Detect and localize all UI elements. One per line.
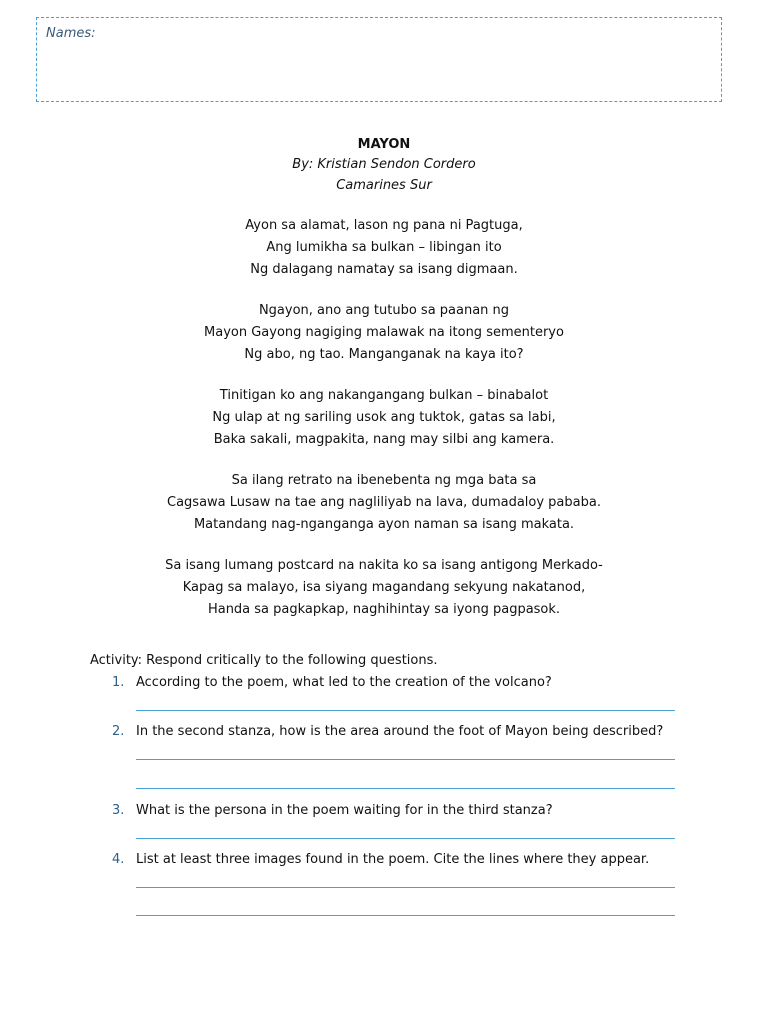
stanza-2 — [0, 300, 768, 366]
poem-title: MAYON — [357, 137, 411, 152]
poem-line: Ng abo, ng tao. Manganganak na kaya ito? — [244, 347, 524, 362]
question-text: According to the poem, what led to the creation of the volcano? — [136, 675, 552, 690]
poem-line: Sa ilang retrato na ibenebenta ng mga bata sa — [231, 473, 537, 488]
names-label: Names: — [46, 26, 96, 41]
poem-line: Baka sakali, magpakita, nang may silbi ang kamera. — [213, 432, 555, 447]
poem-line: Mayon Gayong nagiging malawak na itong sementeryo — [204, 325, 564, 340]
poem-line: Cagsawa Lusaw na tae ang nagliliyab na lava, dumadaloy pababa. — [167, 495, 601, 510]
poem-line: Ng ulap at ng sariling usok ang tuktok, gatas sa labi, — [212, 410, 556, 425]
poem-author: By: Kristian Sendon Cordero — [292, 157, 476, 172]
stanza-5 — [0, 555, 768, 621]
answer-line[interactable] — [136, 887, 675, 888]
question-number: 1. — [112, 675, 125, 690]
answer-line[interactable] — [136, 710, 675, 711]
question-number: 3. — [112, 803, 125, 818]
poem-line: Matandang nag-nganganga ayon naman sa isang makata. — [193, 517, 575, 532]
stanza-1 — [0, 215, 768, 281]
poem-line: Handa sa pagkapkap, naghihintay sa iyong pagpasok. — [207, 602, 561, 617]
answer-line[interactable] — [136, 788, 675, 789]
poem-line: Sa isang lumang postcard na nakita ko sa isang antigong Merkado- — [165, 558, 603, 573]
answer-line[interactable] — [136, 915, 675, 916]
poem-place: Camarines Sur — [336, 178, 432, 193]
poem-line: Ayon sa alamat, lason ng pana ni Pagtuga, — [245, 218, 523, 233]
poem-line: Kapag sa malayo, isa siyang magandang sekyung nakatanod, — [182, 580, 586, 595]
question-text: In the second stanza, how is the area around the foot of Mayon being described? — [136, 724, 664, 739]
poem-line: Ngayon, ano ang tutubo sa paanan ng — [258, 303, 510, 318]
poem-line: Ang lumikha sa bulkan – libingan ito — [266, 240, 502, 255]
poem-line: Ng dalagang namatay sa isang digmaan. — [250, 262, 518, 277]
question-text: List at least three images found in the poem. Cite the lines where they appear. — [136, 852, 650, 867]
names-box[interactable] — [36, 17, 722, 102]
answer-line[interactable] — [136, 759, 675, 760]
question-text: What is the persona in the poem waiting for in the third stanza? — [136, 803, 553, 818]
activity-instruction: Activity: Respond critically to the following questions. — [90, 653, 438, 668]
answer-line[interactable] — [136, 838, 675, 839]
poem — [0, 136, 768, 621]
question-number: 4. — [112, 852, 125, 867]
question-number: 2. — [112, 724, 125, 739]
stanza-3 — [0, 385, 768, 451]
poem-line: Tinitigan ko ang nakangangang bulkan – binabalot — [219, 388, 549, 403]
stanza-4 — [0, 470, 768, 536]
